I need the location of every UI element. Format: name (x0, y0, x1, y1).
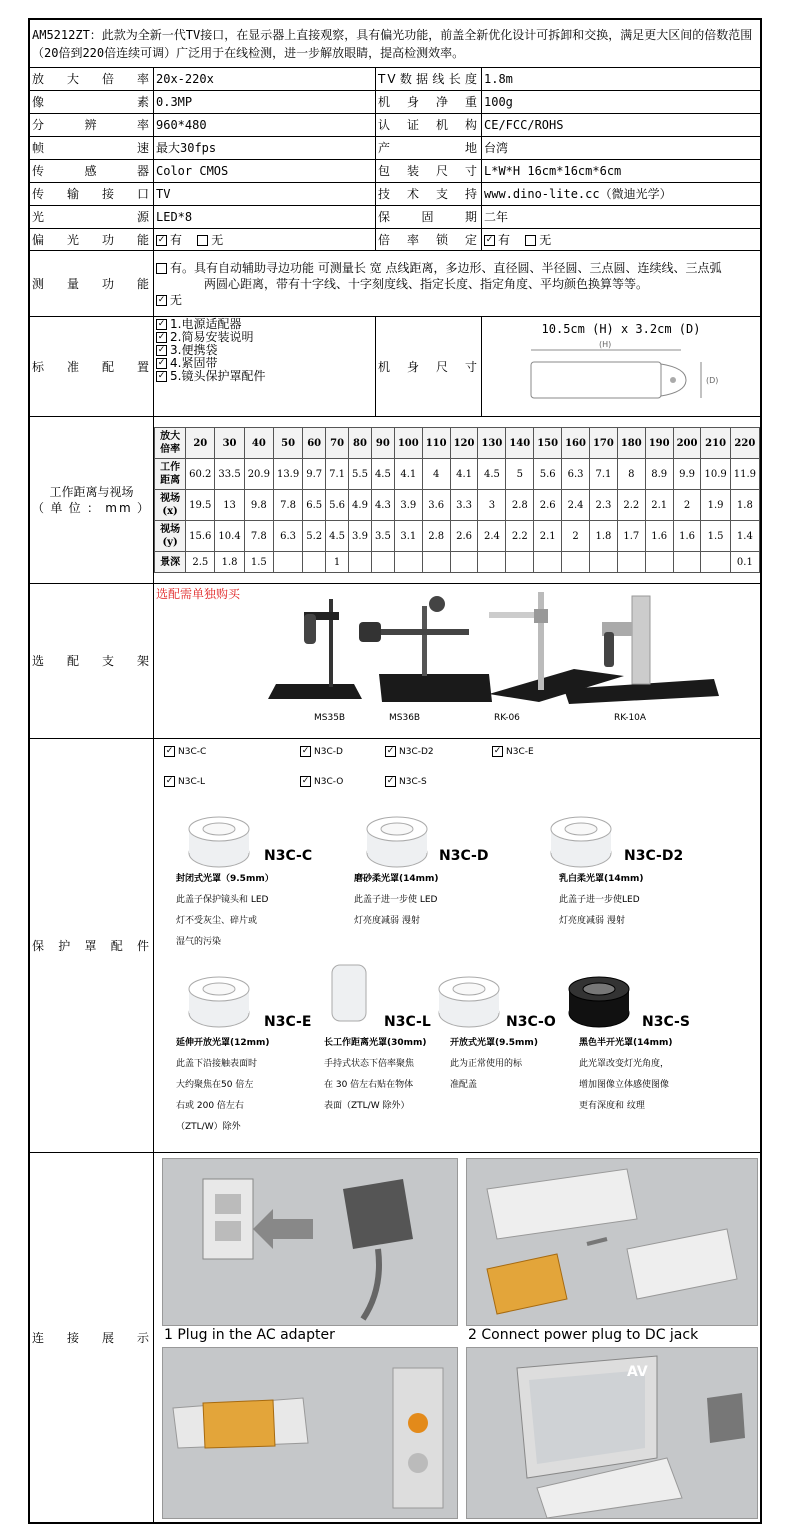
spec-value: CE/FCC/ROHS (482, 114, 761, 137)
working-cell (645, 552, 673, 573)
working-cell: 2.5 (186, 552, 215, 573)
spec-value: 960*480 (154, 114, 376, 137)
stand-rk06-image (489, 592, 624, 702)
cap-check-label: N3C-O (314, 777, 344, 787)
cap-check-label: N3C-C (178, 747, 207, 757)
working-cell: 170 (589, 428, 617, 459)
checkbox-empty-icon (156, 263, 167, 274)
standard-item (156, 370, 373, 383)
working-row-header: 视场(y) (155, 521, 186, 552)
lock-label: 倍率锁定 (376, 229, 482, 251)
working-label-1: 工作距离与视场 (49, 485, 134, 499)
working-cell: 10.4 (215, 521, 244, 552)
spec-label: TV数据线长度 (376, 68, 482, 91)
spec-label: 帧速 (30, 137, 154, 160)
connect-cell (154, 1153, 761, 1523)
spec-label: 传感器 (30, 160, 154, 183)
working-cell: 2.4 (478, 521, 506, 552)
spec-label: 放大倍率 (30, 68, 154, 91)
working-cell: 8.9 (645, 459, 673, 490)
stand-name-ms35b: MS35B (314, 713, 346, 723)
lock-value (482, 229, 761, 251)
cap-image (434, 967, 504, 1037)
working-cell: 10.9 (701, 459, 730, 490)
checkbox-checked-icon: ✓ (157, 332, 166, 342)
working-cell: 2.8 (506, 490, 534, 521)
working-cell (478, 552, 506, 573)
working-cell: 4.5 (371, 459, 394, 490)
cap-image (546, 807, 616, 877)
working-cell: 40 (244, 428, 273, 459)
working-cell: 70 (326, 428, 349, 459)
cap-description (176, 1033, 270, 1138)
working-cell (701, 552, 730, 573)
checkbox-checked-icon: ✓ (157, 345, 166, 355)
working-cell: 13.9 (273, 459, 302, 490)
working-cell: 4.9 (349, 490, 372, 521)
working-cell: 2.6 (534, 490, 562, 521)
spec-row (30, 206, 761, 229)
cap-check-label: N3C-D (314, 747, 343, 757)
cap-description (354, 869, 439, 932)
size-label: 机身尺寸 (376, 317, 482, 417)
spec-value: 1.8m (482, 68, 761, 91)
spec-row (30, 114, 761, 137)
working-cell: 2.4 (562, 490, 590, 521)
cap-description-line: 此盖子进一步使 LED (354, 895, 438, 905)
cap-description-line: 此盖下沿接触表面时 (176, 1059, 258, 1069)
size-text: 10.5cm (H) x 3.2cm (D) (541, 322, 701, 336)
working-cell: 5 (506, 459, 534, 490)
spec-value: 20x-220x (154, 68, 376, 91)
working-cell: 9.8 (244, 490, 273, 521)
working-cell: 7.8 (273, 490, 302, 521)
cap-description-line: 手持式状态下倍率聚焦 (324, 1059, 415, 1069)
cap-description-line: 右或 200 倍左右 (176, 1101, 244, 1111)
working-cell (422, 552, 450, 573)
working-cell: 2.2 (506, 521, 534, 552)
spec-value: 100g (482, 91, 761, 114)
working-cell: 1.6 (645, 521, 673, 552)
spec-sheet (28, 18, 762, 1524)
checkbox-checked-icon: ✓ (157, 234, 166, 245)
cap-description-line: 封闭式光罩（9.5mm） (176, 874, 274, 884)
cap-description (324, 1033, 427, 1117)
working-cell: 60 (303, 428, 326, 459)
adapter-illustration (163, 1159, 457, 1325)
connect-panel-1 (162, 1158, 458, 1326)
working-cell (394, 552, 422, 573)
cap-check-item (385, 743, 434, 761)
spec-table (29, 19, 761, 1523)
polar-no: 无 (211, 232, 224, 247)
working-row-dof (155, 552, 760, 573)
working-cell: 6.3 (273, 521, 302, 552)
working-cell: 7.1 (326, 459, 349, 490)
working-row-fx (155, 490, 760, 521)
spec-row (30, 183, 761, 206)
working-row-mag (155, 428, 760, 459)
working-cell: 2.3 (589, 490, 617, 521)
working-cell: 2 (673, 490, 701, 521)
working-cell: 6.3 (562, 459, 590, 490)
working-cell: 3.1 (394, 521, 422, 552)
lock-no: 无 (539, 232, 552, 247)
cap-description-line: 磨砂柔光罩(14mm) (354, 874, 439, 884)
cap-description-line: 此盖子保护镜头和 LED (176, 895, 269, 905)
working-cell: 15.6 (186, 521, 215, 552)
working-row-fy (155, 521, 760, 552)
checkbox-checked-icon: ✓ (493, 746, 502, 756)
spec-label: 包装尺寸 (376, 160, 482, 183)
cap-description-line: 此为正常使用的标 (450, 1059, 523, 1069)
spec-label: 像素 (30, 91, 154, 114)
cap-description-line: 乳白柔光罩(14mm) (559, 874, 644, 884)
checkbox-checked-icon: ✓ (301, 776, 310, 786)
checkbox-checked-icon: ✓ (157, 294, 166, 305)
cap-check-item (300, 743, 343, 761)
working-cell: 2.1 (534, 521, 562, 552)
working-cell (589, 552, 617, 573)
working-cell: 4.1 (394, 459, 422, 490)
cap-description-line: 增加图像立体感使图像 (579, 1080, 670, 1090)
caps-area (154, 739, 760, 1151)
dc-jack-illustration (467, 1159, 757, 1325)
cap-description-line: 灯亮度减弱 漫射 (559, 916, 625, 926)
working-row-header: 工作距离 (155, 459, 186, 490)
working-cell: 11.9 (730, 459, 759, 490)
cap-description-line: 灯不受灰尘、碎片或 (176, 916, 258, 926)
spec-row (30, 91, 761, 114)
spec-value: 0.3MP (154, 91, 376, 114)
spec-label: 产地 (376, 137, 482, 160)
dim-d-label: (D) (706, 376, 719, 385)
cap-image (362, 807, 432, 877)
working-cell (673, 552, 701, 573)
spec-value: 最大30fps (154, 137, 376, 160)
working-cell: 20 (186, 428, 215, 459)
cap-description-line: 湿气的污染 (176, 937, 222, 947)
working-cell: 5.5 (349, 459, 372, 490)
cap-image (184, 967, 254, 1037)
checkbox-checked-icon: ✓ (386, 746, 395, 756)
working-cell (371, 552, 394, 573)
stand-name-rk06: RK-06 (494, 713, 520, 723)
checkbox-checked-icon: ✓ (165, 746, 174, 756)
standard-item-text: 5.镜头保护罩配件 (170, 369, 266, 383)
measure-yes-text-2: 两圆心距离，带有十字线、十字刻度线、指定长度、指定角度、平均颜色换算等等。 (204, 276, 649, 291)
working-cell (349, 552, 372, 573)
spec-label: 保固期 (376, 206, 482, 229)
cap-description-line: （ZTL/W）除外 (176, 1122, 241, 1132)
working-cell: 80 (349, 428, 372, 459)
working-cell: 33.5 (215, 459, 244, 490)
working-cell: 30 (215, 428, 244, 459)
cap-description-line: 灯亮度减弱 漫射 (354, 916, 420, 926)
working-cell (617, 552, 645, 573)
working-cell: 110 (422, 428, 450, 459)
working-cell: 60.2 (186, 459, 215, 490)
stands-label: 选配支架 (30, 584, 154, 739)
working-cell: 3.5 (371, 521, 394, 552)
size-diagram (501, 338, 741, 408)
working-cell: 6.5 (303, 490, 326, 521)
cap-description (579, 1033, 673, 1117)
cap-description (176, 869, 274, 953)
working-cell: 5.2 (303, 521, 326, 552)
working-cell: 13 (215, 490, 244, 521)
working-cell: 4.1 (450, 459, 478, 490)
working-cell: 200 (673, 428, 701, 459)
connect-panel-3 (162, 1347, 458, 1519)
caps-cell (154, 739, 761, 1153)
working-cell (506, 552, 534, 573)
working-cell: 4.5 (326, 521, 349, 552)
spec-value: 二年 (482, 206, 761, 229)
stands-illustration (154, 584, 734, 734)
cap-description-line: 开放式光罩(9.5mm) (450, 1038, 538, 1048)
working-table-cell (154, 417, 761, 584)
cap-check-item (300, 773, 343, 791)
cap-check-label: N3C-E (506, 747, 534, 757)
stand-name-rk10a: RK-10A (614, 713, 647, 723)
working-cell: 1.8 (215, 552, 244, 573)
cap-name: N3C-D2 (624, 848, 684, 864)
spec-label: 分辨率 (30, 114, 154, 137)
working-cell: 90 (371, 428, 394, 459)
working-cell: 7.1 (589, 459, 617, 490)
working-cell: 4.5 (478, 459, 506, 490)
working-row-wd (155, 459, 760, 490)
spec-row (30, 160, 761, 183)
working-cell (273, 552, 302, 573)
cap-check-label: N3C-D2 (399, 747, 434, 757)
polar-yes: 有 (170, 232, 183, 247)
spec-label: 认证机构 (376, 114, 482, 137)
stand-ms36b-image (359, 596, 492, 702)
spec-label: 光源 (30, 206, 154, 229)
working-cell: 190 (645, 428, 673, 459)
cap-name: N3C-E (264, 1014, 312, 1030)
connect-panel-4 (466, 1347, 758, 1519)
measure-value (154, 251, 761, 317)
spec-value: 台湾 (482, 137, 761, 160)
cap-description-line: 大约聚焦在50 倍左 (176, 1080, 254, 1090)
working-label (30, 417, 154, 584)
standard-item-text: 4.紧固带 (170, 356, 218, 370)
working-cell: 220 (730, 428, 759, 459)
working-cell: 3.6 (422, 490, 450, 521)
stand-rk10a-image (564, 596, 719, 704)
working-cell: 1.8 (589, 521, 617, 552)
working-cell: 130 (478, 428, 506, 459)
working-cell: 2.1 (645, 490, 673, 521)
spec-row (30, 68, 761, 91)
stands-note: 选配需单独购买 (156, 587, 241, 601)
measure-yes-text: 有。具有自动辅助寻边功能 可测量长 宽 点线距离，多边形、直径圆、半径圆、三点圆、连续线、三点弧 (170, 260, 722, 275)
working-row-header: 放大倍率 (155, 428, 186, 459)
cap-description-line: 准配盖 (450, 1080, 478, 1090)
cap-description-line: 在 30 倍左右贴在物体 (324, 1080, 414, 1090)
size-value (482, 317, 761, 417)
checkbox-empty-icon (525, 235, 536, 246)
working-row-header: 景深 (155, 552, 186, 573)
cap-description-line: 长工作距离光罩(30mm) (324, 1038, 427, 1048)
working-cell (534, 552, 562, 573)
working-cell: 180 (617, 428, 645, 459)
working-label-2: （单位：mm） (32, 501, 151, 515)
cap-description-line: 更有深度和 纹理 (579, 1101, 645, 1111)
cap-description-line: 黑色半开光罩(14mm) (579, 1038, 673, 1048)
working-cell: 1 (326, 552, 349, 573)
working-cell: 9.7 (303, 459, 326, 490)
connect-panel-2 (466, 1158, 758, 1326)
working-cell: 1.9 (701, 490, 730, 521)
working-cell: 2 (562, 521, 590, 552)
spec-label: 传输接口 (30, 183, 154, 206)
av-label: AV (627, 1363, 648, 1380)
cap-description-line: 延伸开放光罩(12mm) (176, 1038, 270, 1048)
working-cell: 1.5 (701, 521, 730, 552)
working-cell: 19.5 (186, 490, 215, 521)
working-cell: 1.4 (730, 521, 759, 552)
measure-label: 测量功能 (30, 251, 154, 317)
working-cell: 120 (450, 428, 478, 459)
working-cell: 1.7 (617, 521, 645, 552)
working-cell: 0.1 (730, 552, 759, 573)
working-cell: 5.6 (534, 459, 562, 490)
standard-items (154, 317, 376, 417)
working-cell: 20.9 (244, 459, 273, 490)
spec-value: Color CMOS (154, 160, 376, 183)
working-cell (562, 552, 590, 573)
working-cell: 3.3 (450, 490, 478, 521)
working-cell: 3.9 (349, 521, 372, 552)
monitor-illustration (467, 1348, 757, 1518)
av-jack-illustration (163, 1348, 457, 1518)
spec-value: www.dino-lite.cc（微迪光学） (482, 183, 761, 206)
dim-h-label: (H) (599, 340, 612, 349)
working-cell (450, 552, 478, 573)
measure-no: 无 (170, 292, 183, 307)
standard-item-text: 1.电源适配器 (170, 317, 242, 331)
connect-label: 连接展示 (30, 1153, 154, 1523)
cap-description-line: 此盖子进一步使LED (559, 895, 640, 905)
checkbox-checked-icon: ✓ (157, 319, 166, 329)
intro-text: AM5212ZT：此款为全新一代TV接口，在显示器上直接观察，具有偏光功能，前盖全新优化设计可拆卸和交换，满足更大区间的倍数范围（20倍到220倍连续可调）广泛用于在线检测，进一步解放眼睛，提高检测效率。 (30, 20, 761, 68)
polar-value (154, 229, 376, 251)
working-cell: 4 (422, 459, 450, 490)
spec-value: L*W*H 16cm*16cm*6cm (482, 160, 761, 183)
checkbox-checked-icon: ✓ (386, 776, 395, 786)
working-cell: 5.6 (326, 490, 349, 521)
connect-area (154, 1154, 760, 1522)
working-cell: 3.9 (394, 490, 422, 521)
working-cell: 210 (701, 428, 730, 459)
step-2-caption: 2 Connect power plug to DC jack (468, 1326, 699, 1343)
working-cell: 150 (534, 428, 562, 459)
spec-label: 技术支持 (376, 183, 482, 206)
cap-check-label: N3C-L (178, 777, 206, 787)
cap-name: N3C-L (384, 1014, 431, 1030)
checkbox-empty-icon (197, 235, 208, 246)
working-distance-table (154, 427, 760, 573)
cap-name: N3C-C (264, 848, 313, 864)
stands-cell (154, 584, 761, 739)
cap-description (559, 869, 644, 932)
working-cell: 1.5 (244, 552, 273, 573)
cap-check-item (492, 743, 534, 761)
checkbox-checked-icon: ✓ (157, 371, 166, 381)
working-cell: 1.8 (730, 490, 759, 521)
cap-name: N3C-S (642, 1014, 690, 1030)
caps-label: 保护罩配件 (30, 739, 154, 1153)
working-cell: 2.6 (450, 521, 478, 552)
cap-description-line: 表面（ZTL/W 除外） (324, 1101, 410, 1111)
working-cell: 2.8 (422, 521, 450, 552)
working-cell: 1.6 (673, 521, 701, 552)
working-cell: 7.8 (244, 521, 273, 552)
working-row-header: 视场(x) (155, 490, 186, 521)
checkbox-checked-icon: ✓ (301, 746, 310, 756)
stand-name-ms36b: MS36B (389, 713, 421, 723)
working-cell: 2.2 (617, 490, 645, 521)
cap-check-item (164, 743, 206, 761)
spec-value: TV (154, 183, 376, 206)
step-1-caption: 1 Plug in the AC adapter (164, 1326, 335, 1343)
standard-item-text: 2.简易安装说明 (170, 330, 254, 344)
cap-image (184, 807, 254, 877)
stand-ms35b-image (268, 599, 362, 699)
cap-description (450, 1033, 538, 1096)
working-cell: 3 (478, 490, 506, 521)
checkbox-checked-icon: ✓ (165, 776, 174, 786)
spec-label: 机身净重 (376, 91, 482, 114)
working-cell: 8 (617, 459, 645, 490)
working-cell: 160 (562, 428, 590, 459)
cap-name: N3C-D (439, 848, 489, 864)
cap-check-item (385, 773, 427, 791)
cap-check-item (164, 773, 205, 791)
checkbox-checked-icon: ✓ (157, 358, 166, 368)
lock-yes: 有 (498, 232, 511, 247)
cap-check-label: N3C-S (399, 777, 427, 787)
cap-image (314, 957, 384, 1027)
polar-label: 偏光功能 (30, 229, 154, 251)
working-cell: 100 (394, 428, 422, 459)
working-cell: 4.3 (371, 490, 394, 521)
spec-value: LED*8 (154, 206, 376, 229)
standard-label: 标准配置 (30, 317, 154, 417)
cap-description-line: 此光罩改变灯光角度， (579, 1059, 670, 1069)
cap-image (564, 967, 634, 1037)
working-cell: 9.9 (673, 459, 701, 490)
standard-item-text: 3.便携袋 (170, 343, 218, 357)
spec-row (30, 137, 761, 160)
checkbox-checked-icon: ✓ (485, 234, 494, 245)
cap-name: N3C-O (506, 1014, 556, 1030)
working-cell: 140 (506, 428, 534, 459)
working-cell: 50 (273, 428, 302, 459)
working-cell (303, 552, 326, 573)
